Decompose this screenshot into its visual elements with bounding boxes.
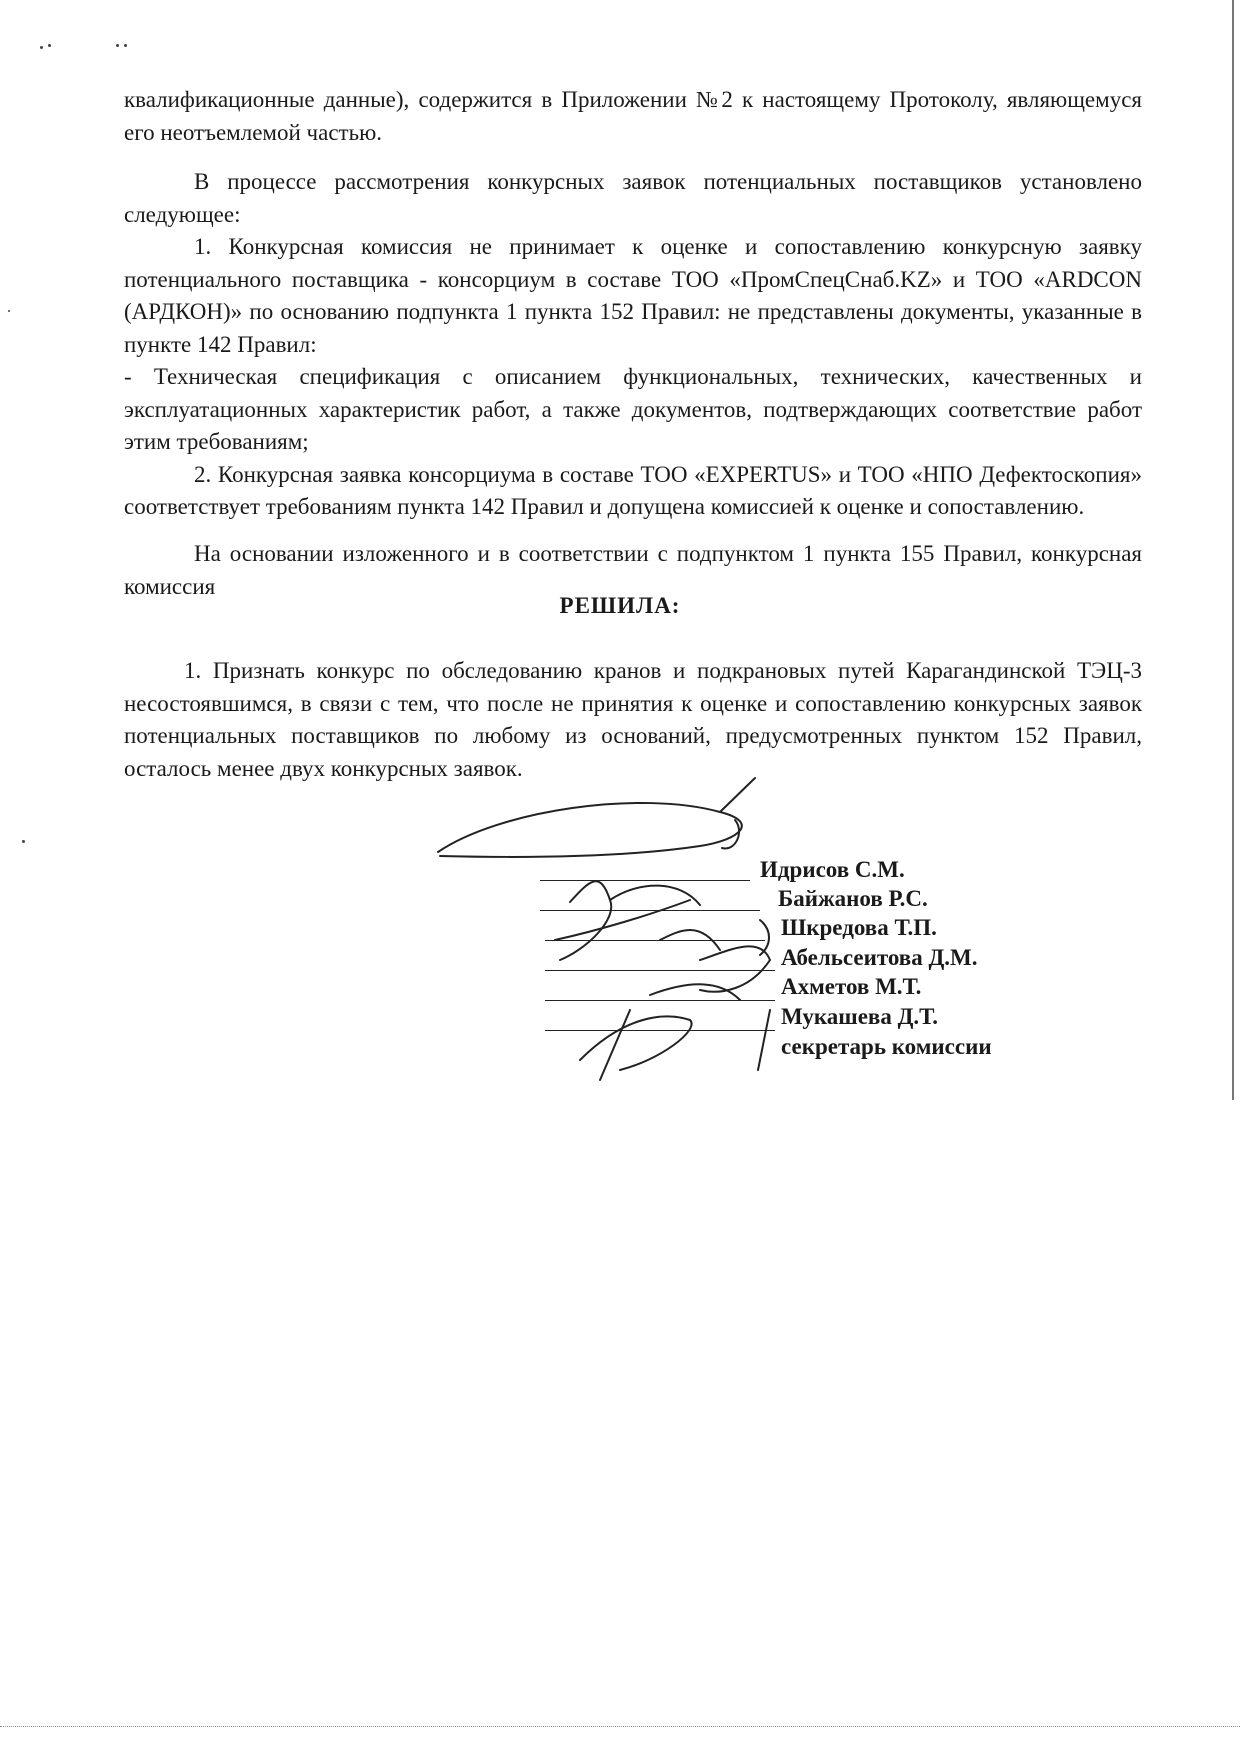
signatory-name: Идрисов С.М. [760,857,905,882]
signatory-name: Шкредова Т.П. [781,915,937,940]
paragraph-tech-spec: - Техническая спецификация с описанием функциональных, технических, качественных и эксплуатационных характеристик работ, а также документов, подтверждающих соответствие работ этим требованиям; [124,364,1142,454]
signature-line [545,1000,775,1001]
paragraph-text: На основании изложенного и в соответствии с подпунктом 1 пункта 155 Правил, конкурсная комиссия [124,541,1142,599]
signature-line [545,940,765,941]
signature-line [540,880,750,881]
signatory-name: Мукашева Д.Т. [781,1004,938,1029]
paragraph-text: В процессе рассмотрения конкурсных заявок потенциальных поставщиков установлено следующее: [124,169,1142,227]
paragraph-item-2: 2. Конкурсная заявка консорциума в составе ТОО «EXPERTUS» и ТОО «НПО Дефектоскопия» соответствует требованиям пункта 142 Правил и допущена комиссией к оценке и сопоставлению. [124,461,1142,519]
signatory-name: Ахметов М.Т. [781,974,922,999]
signature-line [545,1030,775,1031]
paragraph-text: квалификационные данные), содержится в Приложении №2 к настоящему Протоколу, являющемуся его неотъемлемой частью. [124,87,1142,145]
paragraph-text: 1. Признать конкурс по обследованию кранов и подкрановых путей Карагандинской ТЭЦ-3 несостоявшимся, в связи с тем, что после не принятия к оценке и сопоставлению конкурсных заявок потенциальных поставщиков по любому из оснований, предусмотренных пунктом 152 Правил, осталось менее двух конкурсных заявок. [124,658,1142,781]
scan-edge-right [1232,0,1234,1100]
signatory-name: Абельсеитова Д.М. [781,945,978,970]
signatory-role: секретарь комиссии [781,1034,992,1059]
paragraph-item-1: 1. Конкурсная комиссия не принимает к оценке и сопоставлению конкурсную заявку потенциального поставщика - консорциум в составе ТОО «ПромСпецСнаб.KZ» и ТОО «ARDCON (АРДКОН)» по основанию подпункта 1 пункта 152 Правил: не представлены документы, указанные в пункте 142 Правил: [124,234,1142,357]
signature-line [545,970,775,971]
signatory-name: Байжанов Р.С. [778,886,928,911]
scan-edge-bottom [0,1726,1240,1727]
signature-line [540,910,760,911]
decision-title: РЕШИЛА: [559,593,681,618]
